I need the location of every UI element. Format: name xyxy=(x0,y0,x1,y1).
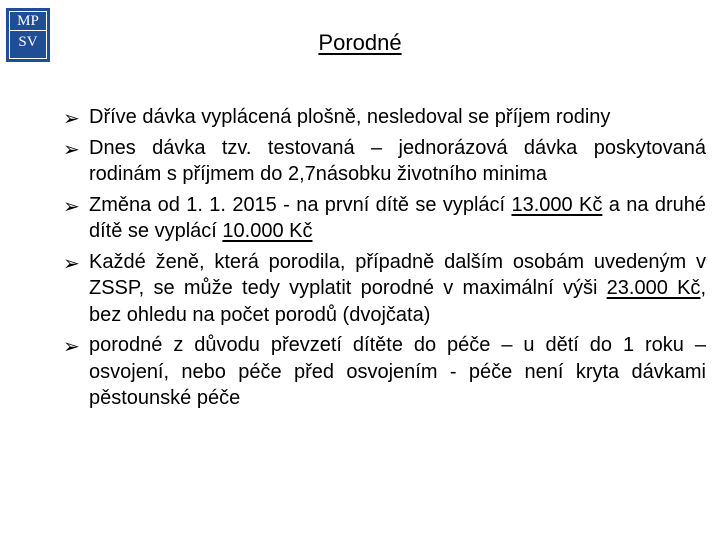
arrow-bullet-icon: ➢ xyxy=(63,195,80,218)
bullet-item xyxy=(16,249,706,329)
bullet-item xyxy=(16,135,706,188)
arrow-bullet-icon: ➢ xyxy=(63,108,80,130)
logo-text-top: MP xyxy=(17,13,39,29)
bullet-text: Každé ženě, která porodila, případně dalším osobám uvedeným v ZSSP, se může tedy vyplatit porodné v maximální výši xyxy=(89,250,706,299)
amount-second-child: 10.000 Kč xyxy=(222,220,313,242)
bullet-text: a na druhé dítě se vyplácí xyxy=(89,193,706,242)
arrow-bullet-icon: ➢ xyxy=(63,252,80,275)
bullet-item xyxy=(16,332,706,412)
bullet-text: , bez ohledu na počet porodů (dvojčata) xyxy=(89,277,706,326)
amount-maximum: 23.000 Kč xyxy=(606,277,701,299)
bullet-text: Dříve dávka vyplácená plošně, nesledoval se příjem rodiny xyxy=(89,106,611,128)
bullet-text: porodné z důvodu převzetí dítěte do péče – u dětí do 1 roku – osvojení, nebo péče před osvojením - péče není kryta dávkami pěstounské péče xyxy=(89,334,706,409)
bullet-text: Změna od 1. 1. 2015 - na první dítě se vyplácí xyxy=(89,193,512,216)
arrow-bullet-icon: ➢ xyxy=(63,336,80,358)
bullet-item xyxy=(16,192,706,245)
bullet-item xyxy=(16,104,706,131)
bullet-list xyxy=(16,104,706,416)
arrow-bullet-icon: ➢ xyxy=(63,138,80,161)
amount-first-child: 13.000 Kč xyxy=(511,193,603,216)
slide-title: Porodné xyxy=(318,30,402,55)
bullet-text: Dnes dávka tzv. testovaná – jednorázová dávka poskytovaná rodinám s příjmem do 2,7násobku životního minima xyxy=(89,136,706,185)
logo-text-bottom: SV xyxy=(18,34,38,50)
